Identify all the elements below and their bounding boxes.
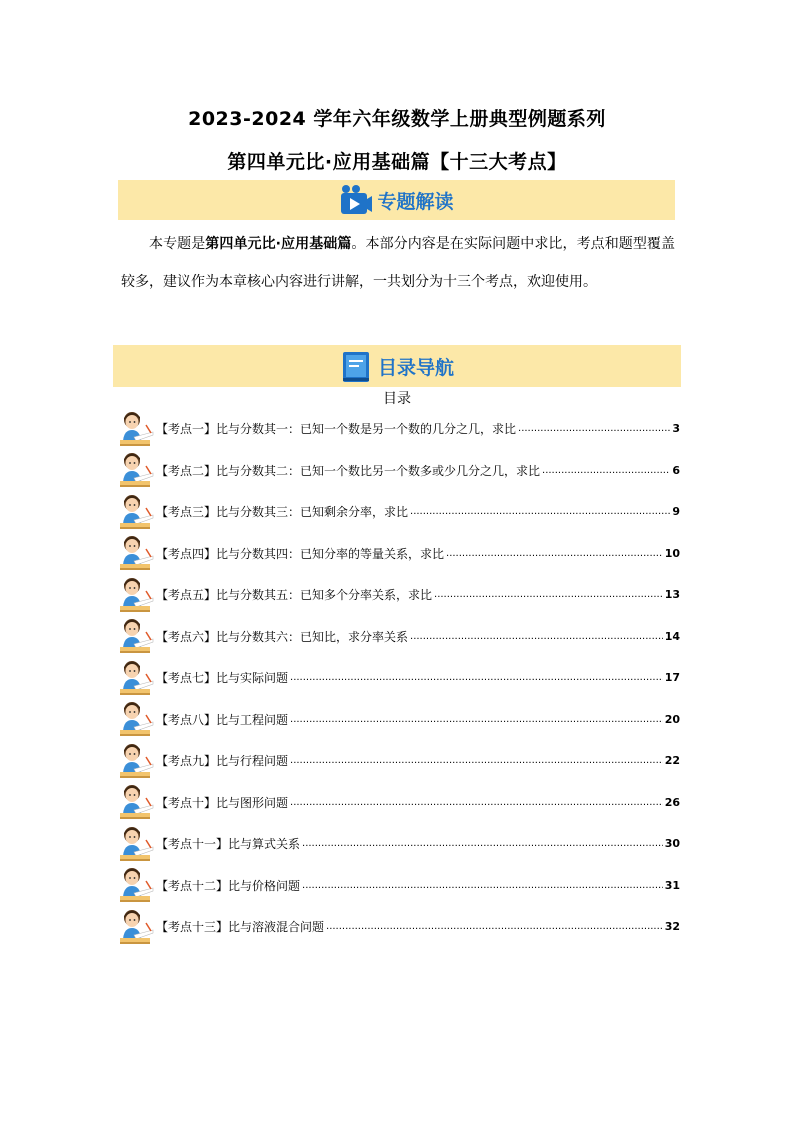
toc-item-label: 【考点一】比与分数其一：已知一个数是另一个数的几分之几，求比: [156, 422, 517, 437]
toc-item[interactable]: [120, 533, 680, 575]
toc-item-page: 30: [664, 837, 680, 851]
toc-banner-title: 目录导航: [377, 356, 454, 379]
student-writing-icon: [120, 784, 154, 820]
toc-item-page: 10: [664, 546, 680, 560]
toc-item[interactable]: [120, 699, 680, 741]
toc-item-label: 【考点五】比与分数其五：已知多个分率关系，求比: [156, 588, 433, 603]
toc-leader-dots: [518, 423, 670, 434]
toc-item-label: 【考点三】比与分数其三：已知剩余分率，求比: [156, 505, 409, 520]
student-writing-icon: [120, 618, 154, 654]
student-writing-icon: [120, 867, 154, 903]
toc-item-label: 【考点十一】比与算式关系: [156, 837, 301, 852]
toc-leader-dots: [290, 797, 663, 808]
toc-leader-dots: [434, 589, 663, 600]
toc-item[interactable]: [120, 491, 680, 533]
toc-leader-dots: [302, 880, 663, 891]
page-title-line2: 第四单元比·应用基础篇【十三大考点】: [227, 151, 567, 173]
toc-heading: 目录: [383, 391, 411, 407]
toc-item-page: 13: [664, 588, 680, 602]
toc-item[interactable]: [120, 408, 680, 450]
toc-leader-dots: [410, 631, 663, 642]
toc-item-page: 3: [672, 422, 680, 436]
toc-leader-dots: [446, 548, 663, 559]
student-writing-icon: [120, 660, 154, 696]
toc-leader-dots: [302, 838, 663, 849]
toc-item[interactable]: [120, 657, 680, 699]
toc-item-page: 32: [664, 920, 680, 934]
student-writing-icon: [120, 826, 154, 862]
toc-leader-dots: [290, 672, 663, 683]
toc-item-page: 17: [664, 671, 680, 685]
toc-item-page: 14: [664, 629, 680, 643]
toc-leader-dots: [290, 714, 663, 725]
intro-banner-title: 专题解读: [377, 190, 454, 213]
intro-paragraph: [121, 225, 675, 301]
toc-item-page: 20: [664, 712, 680, 726]
toc-item[interactable]: [120, 906, 680, 948]
student-writing-icon: [120, 535, 154, 571]
toc-item[interactable]: [120, 450, 680, 492]
toc-item[interactable]: [120, 616, 680, 658]
toc-item-page: 9: [672, 505, 680, 519]
toc-item[interactable]: [120, 740, 680, 782]
toc-item-page: 22: [664, 754, 680, 768]
student-writing-icon: [120, 577, 154, 613]
toc-item-page: 31: [664, 878, 680, 892]
toc-item-label: 【考点八】比与工程问题: [156, 712, 289, 727]
toc-leader-dots: [410, 506, 670, 517]
toc-item-label: 【考点二】比与分数其二：已知一个数比另一个数多或少几分之几，求比: [156, 463, 541, 478]
page-title-line1: 2023-2024 学年六年级数学上册典型例题系列: [188, 108, 606, 130]
student-writing-icon: [120, 701, 154, 737]
toc-leader-dots: [542, 465, 670, 476]
toc-leader-dots: [326, 921, 663, 932]
toc-item-label: 【考点十】比与图形问题: [156, 795, 289, 810]
student-writing-icon: [120, 452, 154, 488]
toc-banner: [113, 345, 681, 387]
toc-item-label: 【考点九】比与行程问题: [156, 754, 289, 769]
toc-item[interactable]: [120, 782, 680, 824]
intro-banner: [118, 180, 675, 220]
toc-item-label: 【考点六】比与分数其六：已知比，求分率关系: [156, 629, 409, 644]
toc-item[interactable]: [120, 823, 680, 865]
intro-text-2: 。本部分内容是在实际问题中求比，考点和题型覆盖较多，建议作为本章核心内容进行讲解，一共划分为十三个考点，欢迎使用。: [121, 236, 676, 290]
toc-item-label: 【考点四】比与分数其四：已知分率的等量关系，求比: [156, 546, 445, 561]
student-writing-icon: [120, 909, 154, 945]
toc-item-page: 6: [672, 463, 680, 477]
intro-text-bold: 第四单元比·应用基础篇: [205, 236, 352, 252]
toc-list: [120, 408, 680, 948]
toc-item-label: 【考点十三】比与溶液混合问题: [156, 920, 325, 935]
student-writing-icon: [120, 743, 154, 779]
student-writing-icon: [120, 494, 154, 530]
toc-item-label: 【考点七】比与实际问题: [156, 671, 289, 686]
toc-item-page: 26: [664, 795, 680, 809]
video-play-icon: [339, 184, 373, 216]
toc-item-label: 【考点十二】比与价格问题: [156, 878, 301, 893]
student-writing-icon: [120, 411, 154, 447]
toc-item[interactable]: [120, 865, 680, 907]
book-icon: [340, 350, 374, 382]
toc-leader-dots: [290, 755, 663, 766]
intro-text-1: 本专题是: [149, 236, 206, 252]
toc-item[interactable]: [120, 574, 680, 616]
